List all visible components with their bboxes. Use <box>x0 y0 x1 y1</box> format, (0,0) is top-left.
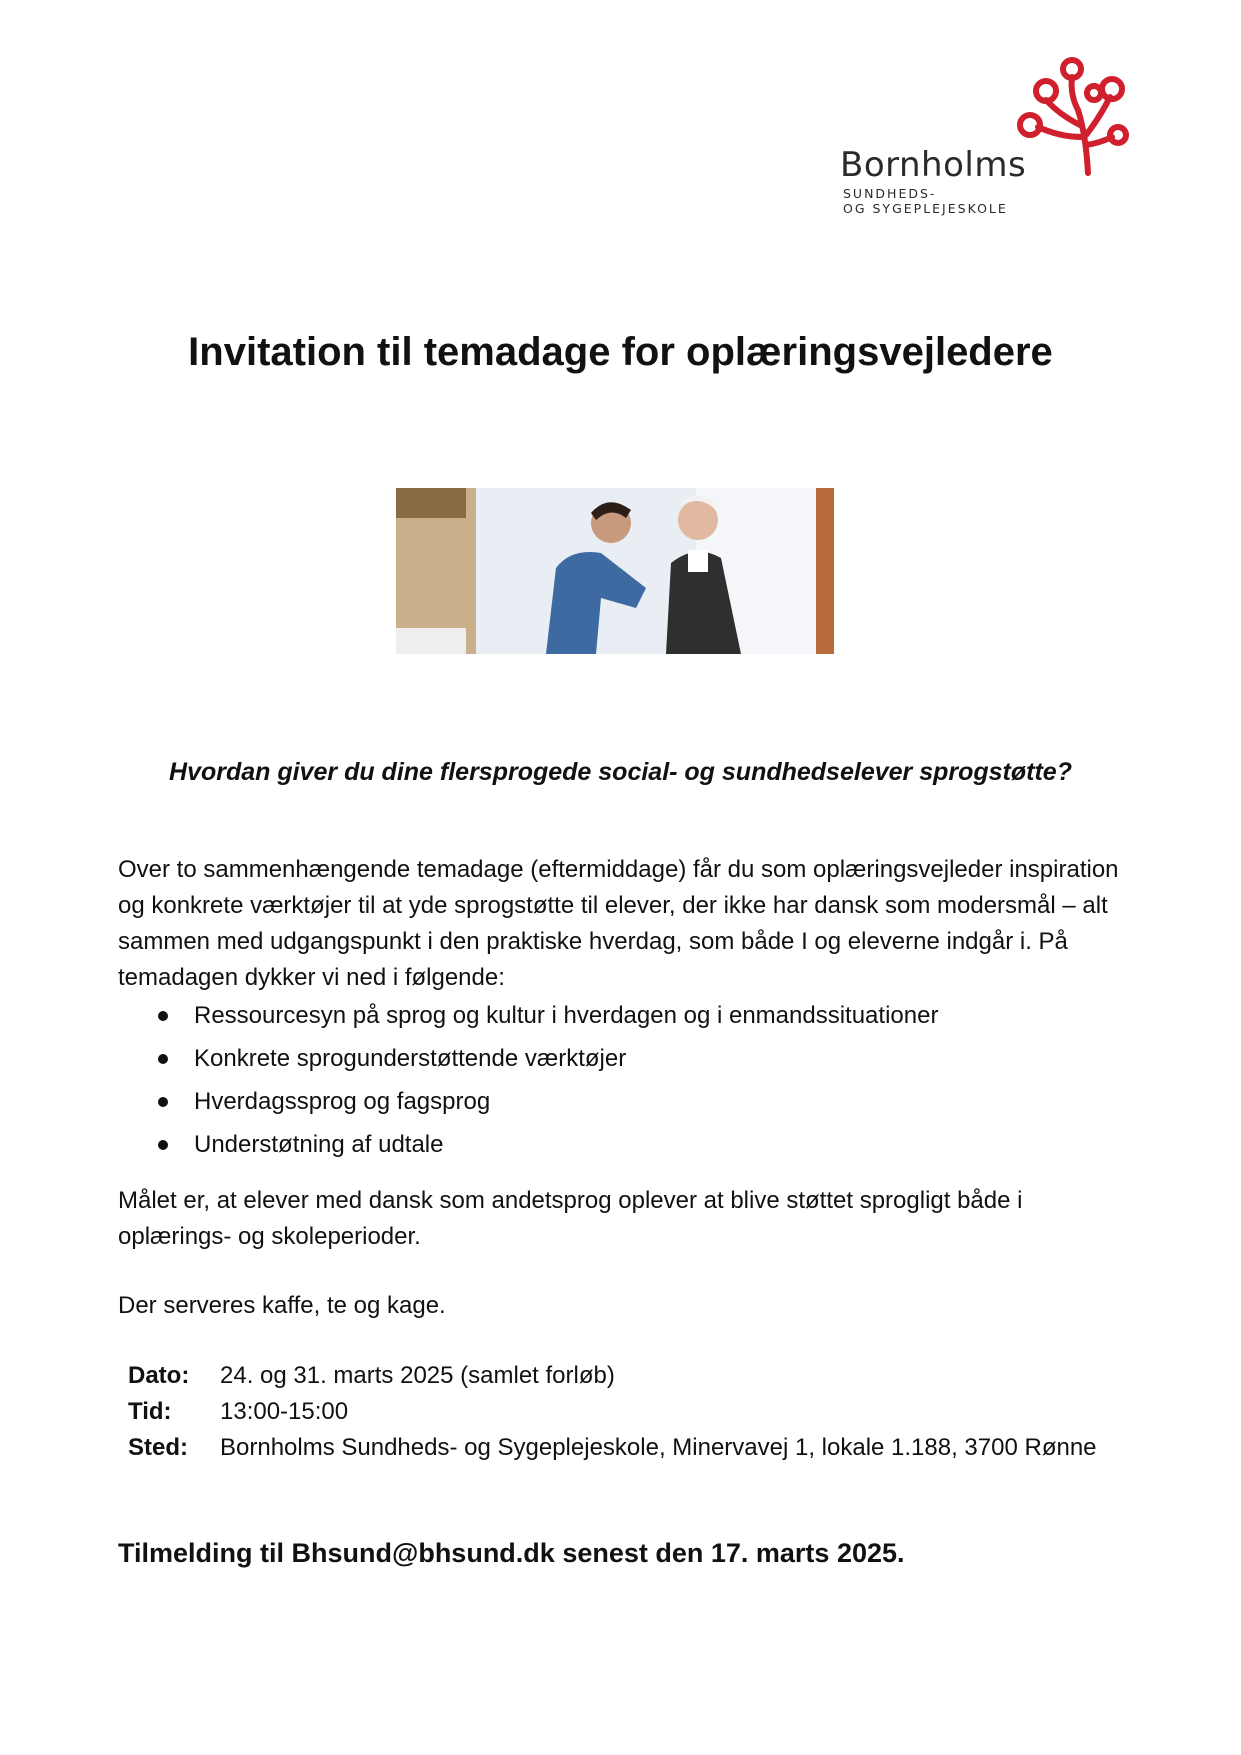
event-details <box>128 1358 1100 1466</box>
logo-name: Bornholms <box>840 145 1027 185</box>
intro-paragraph: Over to sammenhængende temadage (eftermiddage) får du som oplæringsvejleder inspiration og konkrete værktøjer til at yde sprogstøtte til elever, der ikke har dansk som modersmål – alt sammen med udgangspunkt i den praktiske hverdag, som både I og eleverne indgår i. På temadagen dykker vi ned i følgende: <box>118 856 1119 991</box>
place-row <box>128 1430 1100 1466</box>
date-row <box>128 1358 1100 1394</box>
caregiver-helping-elderly-man-photo <box>396 488 834 654</box>
time-value: 13:00-15:00 <box>220 1398 349 1425</box>
logo-subtitle-line1: SUNDHEDS- <box>843 186 937 201</box>
list-item: Hverdagssprog og fagsprog <box>150 1080 938 1123</box>
main-question: Hvordan giver du dine flersprogede social- og sundhedselever sprogstøtte? <box>169 758 1072 786</box>
place-label: Sted: <box>128 1434 188 1461</box>
topic-list <box>150 994 938 1166</box>
signup-note: Tilmelding til Bhsund@bhsund.dk senest den 17. marts 2025. <box>118 1538 905 1568</box>
list-item: Konkrete sprogunderstøttende værktøjer <box>150 1037 938 1080</box>
coffee-note: Der serveres kaffe, te og kage. <box>118 1292 446 1319</box>
time-row <box>128 1394 1100 1430</box>
school-logo <box>840 55 1130 215</box>
list-item: Understøtning af udtale <box>150 1123 938 1166</box>
place-value: Bornholms Sundheds- og Sygeplejeskole, Minervavej 1, lokale 1.188, 3700 Rønne <box>220 1434 1097 1461</box>
time-label: Tid: <box>128 1398 172 1425</box>
logo-subtitle-line2: OG SYGEPLEJESKOLE <box>843 201 1008 216</box>
list-item: Ressourcesyn på sprog og kultur i hverdagen og i enmandssituationer <box>150 994 938 1037</box>
goal-paragraph: Målet er, at elever med dansk som andetsprog oplever at blive støttet sprogligt både i oplærings- og skoleperioder. <box>118 1187 1023 1250</box>
date-label: Dato: <box>128 1362 190 1389</box>
page-title: Invitation til temadage for oplæringsvejledere <box>188 330 1053 374</box>
date-value: 24. og 31. marts 2025 (samlet forløb) <box>220 1362 615 1389</box>
